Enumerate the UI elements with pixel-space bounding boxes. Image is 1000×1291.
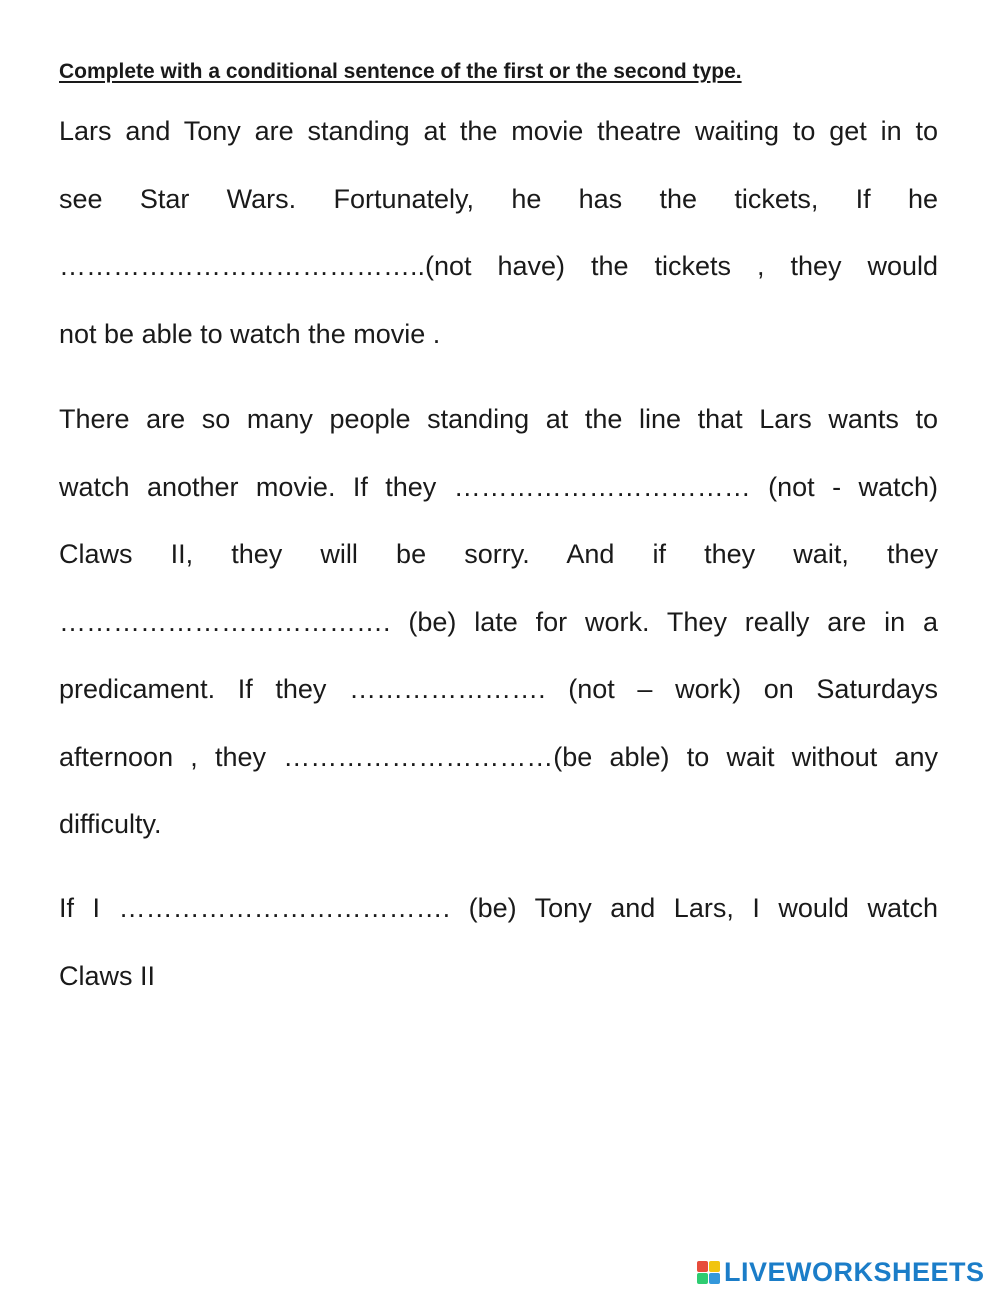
paragraph-line: Lars and Tony are standing at the movie theatre waiting to get in to	[59, 116, 938, 146]
paragraph-line: watch another movie. If they …………………………… (not - watch)	[59, 471, 938, 502]
paragraph-line: …………………………………..(not have) the tickets , they would	[59, 251, 938, 281]
paragraph-line: There are so many people standing at the line that Lars wants to	[59, 404, 938, 434]
logo-text: LIVEWORKSHEETS	[724, 1256, 985, 1287]
paragraph-line: see Star Wars. Fortunately, he has the tickets, If he	[59, 183, 938, 214]
logo-block	[697, 1261, 708, 1272]
paragraph-line: If I ………………………………. (be) Tony and Lars, I would watch	[59, 893, 938, 923]
liveworksheets-logo	[697, 1255, 985, 1289]
paragraph-line: ………………………………. (be) late for work. They really are in a	[59, 606, 938, 637]
paragraph-line: Claws II, they will be sorry. And if they wait, they	[59, 539, 938, 569]
paragraph-2	[59, 404, 938, 877]
paragraph-line: Claws II	[59, 960, 156, 991]
logo-block	[697, 1273, 708, 1284]
paragraph-3	[59, 893, 938, 1028]
paragraph-line: predicament. If they …………………. (not – work) on Saturdays	[59, 674, 938, 704]
paragraph-1	[59, 116, 938, 386]
paragraph-line: afternoon , they …………………………(be able) to wait without any	[59, 741, 938, 772]
logo-blocks-icon	[697, 1261, 720, 1284]
paragraph-line: not be able to watch the movie .	[59, 318, 441, 349]
instruction-heading: Complete with a conditional sentence of the first or the second type.	[59, 60, 742, 83]
logo-block	[709, 1261, 720, 1272]
paragraph-line: difficulty.	[59, 809, 162, 839]
logo-block	[709, 1273, 720, 1284]
